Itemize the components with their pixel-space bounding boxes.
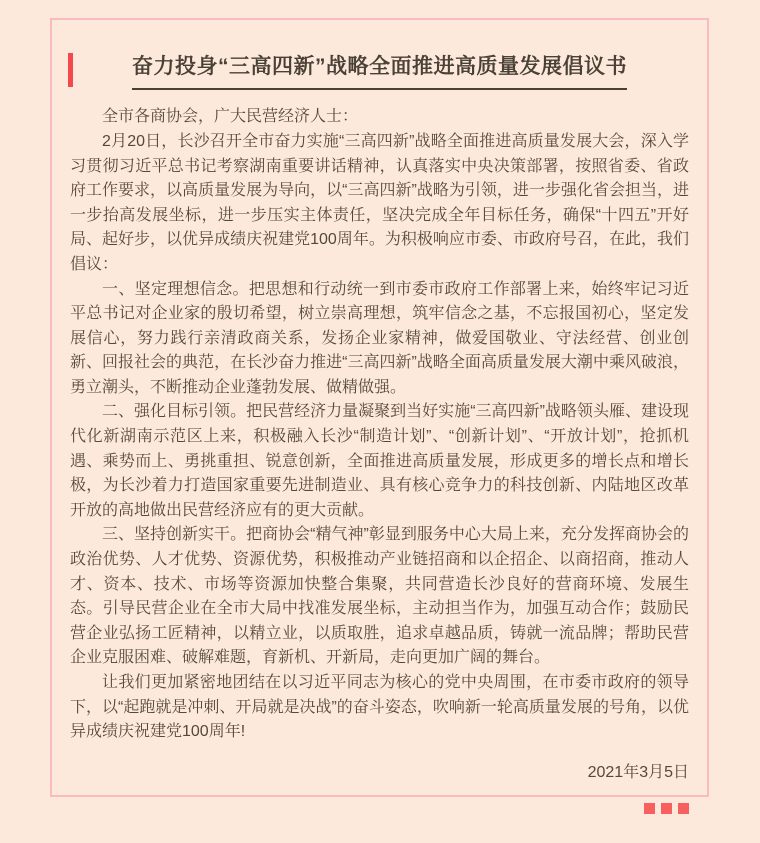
- paragraph: 三、坚持创新实干。把商协会“精气神”彰显到服务中心大局上来，充分发挥商协会的政治优势、人才优势、资源优势，积极推动产业链招商和以企招企、以商招商，推动人才、资本、技术、市场等资源加快整合集聚，共同营造长沙良好的营商环境、发展生态。引导民营企业在全市大局中找准发展坐标，主动担当作为，加强互动合作；鼓励民营企业弘扬工匠精神，以精立业，以质取胜，追求卓越品质，铸就一流品牌；帮助民营企业克服困难、破解难题，育新机、开新局，走向更加广阔的舞台。: [70, 526, 689, 667]
- title-row: [70, 53, 689, 90]
- document-title: 奋力投身“三高四新”战略全面推进高质量发展倡议书: [132, 53, 627, 90]
- paragraph: 一、坚定理想信念。把思想和行动统一到市委市政府工作部署上来，始终牢记习近平总书记对企业家的殷切希望，树立崇高理想，筑牢信念之基，不忘报国初心，坚定发展信心，努力践行亲清政商关系，发扬企业家精神，做爱国敬业、守法经营、创业创新、回报社会的典范，在长沙奋力推进“三高四新”战略全面高质量发展大潮中乘风破浪，勇立潮头，不断推动企业蓬勃发展、做精做强。: [70, 280, 689, 396]
- page-background: [0, 18, 760, 843]
- salutation: 全市各商协会，广大民营经济人士：: [102, 108, 359, 126]
- document-date: 2021年3月5日: [587, 763, 689, 781]
- footer-squares: [70, 803, 689, 814]
- document-card: [50, 18, 709, 797]
- paragraph: 让我们更加紧密地团结在以习近平同志为核心的党中央周围，在市委市政府的领导下，以“起跑就是冲刺、开局就是决战”的奋斗姿态，吹响新一轮高质量发展的号角，以优异成绩庆祝建党100周年!: [70, 674, 689, 741]
- red-vertical-bar-icon: [68, 53, 73, 87]
- paragraph: 2月20日，长沙召开全市奋力实施“三高四新”战略全面推进高质量发展大会，深入学习贯彻习近平总书记考察湖南重要讲话精神，认真落实中央决策部署，按照省委、省政府工作要求，以高质量发展为导向，以“三高四新”战略为引领，进一步强化省会担当，进一步抬高发展坐标，进一步压实主体责任，坚决完成全年目标任务，确保“十四五”开好局、起好步，以优异成绩庆祝建党100周年。为积极响应市委、市政府号召，在此，我们倡议：: [70, 132, 689, 273]
- red-square-icon: [678, 803, 689, 814]
- red-square-icon: [661, 803, 672, 814]
- red-square-icon: [644, 803, 655, 814]
- paragraph: 二、强化目标引领。把民营经济力量凝聚到当好实施“三高四新”战略领头雁、建设现代化新湖南示范区上来，积极融入长沙“制造计划”、“创新计划”、“开放计划”，抢抓机遇、乘势而上、勇挑重担、锐意创新，全面推进高质量发展，形成更多的增长点和增长极，为长沙着力打造国家重要先进制造业、具有核心竞争力的科技创新、内陆地区改革开放的高地做出民营经济应有的更大贡献。: [70, 403, 689, 519]
- document-body: [70, 105, 689, 744]
